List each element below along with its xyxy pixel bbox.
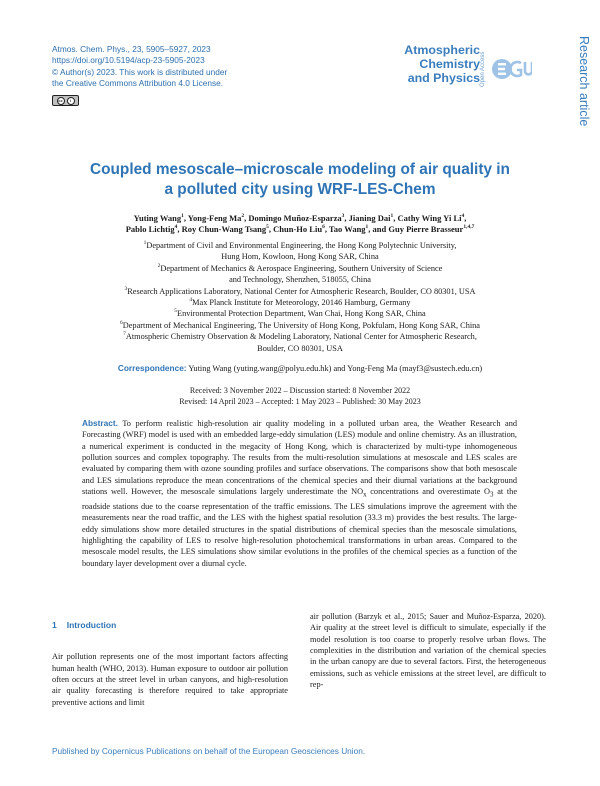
affiliation: $^7$Atmospheric Chemistry Observation & Modeling Laboratory, National Center for Atmospheric Research,: [123, 331, 477, 342]
copyright-line-2: the Creative Commons Attribution 4.0 License.: [52, 78, 224, 89]
open-access-label: Open Access: [480, 51, 486, 87]
abstract-label: Abstract.: [82, 418, 118, 428]
paper-title: [60, 160, 540, 200]
body-text-right: air pollution (Barzyk et al., 2015; Sauer and Muñoz-Esparza, 2020). Air quality at the street level is difficult to simulate, especially if the model resolution is too coarse to properly resolve urban flows. The complexities in the distribution and variation of the chemical species in the urban canopy are due to several factors. First, the heterogeneous emissions, such as vehicle emissions at the street level, are difficult to rep-: [310, 612, 546, 690]
body-column-left: [52, 620, 288, 708]
dates-line-2: Revised: 14 April 2023 – Accepted: 1 May 2023 – Published: 30 May 2023: [179, 397, 421, 406]
subscript-3: 3: [490, 491, 494, 499]
cc-by-license-icon[interactable]: [52, 95, 79, 106]
correspondence-text[interactable]: Yuting Wang (yuting.wang@polyu.edu.hk) and Yong-Feng Ma (mayf3@sustech.edu.cn): [188, 364, 483, 373]
affiliation-cont: Boulder, CO 80301, USA: [257, 343, 343, 353]
author: Pablo Lichtig$^4$: [125, 224, 178, 235]
title-line-1: Coupled mesoscale–microscale modeling of air quality in: [90, 161, 510, 178]
section-number: 1: [52, 620, 57, 630]
affiliation: $^5$Environmental Protection Department, Wan Chai, Hong Kong SAR, China: [174, 308, 426, 319]
affiliation-cont: and Technology, Shenzhen, 518055, China: [229, 275, 371, 285]
affiliation-list: [60, 240, 540, 354]
author: Tao Wang$^1$: [328, 224, 369, 235]
copyright-line-1: © Author(s) 2023. This work is distributed under: [52, 66, 228, 77]
abstract-text-1: To perform realistic high-resolution air quality modeling in a polluted urban area, the Weather Research and Forecasting (WRF) model is used with an embedded large-eddy simulation (LES) module and online chemistry. As an illustration, a numerical experiment is conducted in the megacity of Hong Kong, which is characterized by multi-type inhomogeneous pollution sources and complex topography. The results from the multi-resolution simulations at mesoscale and LES scales are evaluated by comparing them with ozone sounding profiles and surface observations. The comparisons show that both mesoscale and LES simulations reproduce the mean concentrations of the chemical species and their diurnal variations at the background stations well. However, the mesoscale simulations largely underestimate the NO: [82, 419, 517, 497]
journal-line-1: Atmospheric: [404, 43, 480, 57]
author-list: Yuting Wang$^1$, Yong-Feng Ma$^2$, Domingo Muñoz-Esparza$^3$, Jianing Dai$^1$, Cathy Wing Yi Li$^4$, Pablo Lichtig$^4$, Roy Chun-Wang Tsang$^5$, Chun-Ho Liu$^6$, Tao Wang$^1$, and Guy Pierre Brasseur$^{1,4,7}$: [125, 213, 475, 235]
journal-name: [390, 43, 480, 86]
dates-line-1: Received: 3 November 2022 – Discussion started: 8 November 2022: [189, 386, 411, 395]
affiliation: $^6$Department of Mechanical Engineering, The University of Hong Kong, Pokfulam, Hong Kong SAR, China: [120, 320, 480, 330]
affiliation: $^2$Department of Mechanics & Aerospace Engineering, Southern University of Science: [157, 263, 443, 273]
citation: Atmos. Chem. Phys., 23, 5905–5927, 2023: [52, 44, 211, 54]
cc-icon: cc: [58, 97, 63, 103]
abstract-text-2: concentrations and overestimate O: [366, 487, 491, 497]
abstract-text-3: at the roadside stations due to the coarse representation of the traffic emissions. The LES simulations improve the agreement with the measurements near the road traffic, and the LES with the highest spatial resolution (33.3 m) provides the best results. The large-eddy simulations show more detailed structures in the spatial distributions of chemical species than the mesoscale simulations, highlighting the capability of LES to resolve high-resolution photochemical transformations in urban areas. Compared to the mesoscale model results, the LES simulations show similar evolutions in the profiles of the chemical species as a function of the boundary layer development over a diurnal cycle.: [82, 487, 517, 568]
egu-logo-icon: [492, 54, 532, 84]
affiliation: $^1$Department of Civil and Environmental Engineering, the Hong Kong Polytechnic University,: [143, 240, 457, 250]
author: Yong-Feng Ma$^2$: [187, 213, 245, 223]
affiliation: $^3$Research Applications Laboratory, National Center for Atmospheric Research, Boulder, CO 80301, USA: [124, 285, 476, 296]
author: Cathy Wing Yi Li$^4$: [397, 213, 465, 223]
journal-line-3: and Physics: [407, 71, 480, 86]
affiliation: $^4$Max Planck Institute for Meteorology, 20146 Hamburg, Germany: [189, 297, 411, 308]
title-line-2: a polluted city using WRF-LES-Chem: [164, 181, 436, 198]
author: Chun-Ho Liu$^6$: [273, 224, 325, 235]
subscript-x: x: [363, 491, 367, 499]
article-type-label: Research article: [577, 36, 591, 127]
author: Yuting Wang$^1$: [133, 213, 184, 223]
by-icon: i: [67, 97, 75, 105]
author: Jianing Dai$^1$: [348, 213, 394, 223]
journal-line-2: Chemistry: [419, 57, 480, 72]
correspondence-label: Correspondence:: [117, 363, 187, 373]
body-column-right: [310, 611, 546, 690]
publication-dates: [60, 385, 540, 407]
abstract: [82, 418, 517, 569]
author: Domingo Muñoz-Esparza$^3$: [248, 213, 345, 223]
section-title: Introduction: [66, 620, 117, 630]
body-text-left: Air pollution represents one of the most important factors affecting human health (WHO, 2013). Human exposure to outdoor air pollution often occurs at the street level in urban canyons, and high-resolution air quality forecasting is therefore required to take appropriate preventive actions and limit: [52, 652, 288, 707]
publisher-footer: Published by Copernicus Publications on behalf of the European Geosciences Union.: [52, 746, 366, 756]
author: Guy Pierre Brasseur$^{1,4,7}$: [388, 224, 475, 235]
correspondence: [60, 363, 540, 374]
section-heading: [52, 620, 288, 631]
citation-block: [52, 44, 312, 90]
author: Roy Chun-Wang Tsang$^5$: [181, 224, 269, 235]
affiliation-cont: Hung Hom, Kowloon, Hong Kong SAR, China: [221, 252, 379, 262]
doi-link[interactable]: https://doi.org/10.5194/acp-23-5905-2023: [52, 55, 205, 66]
